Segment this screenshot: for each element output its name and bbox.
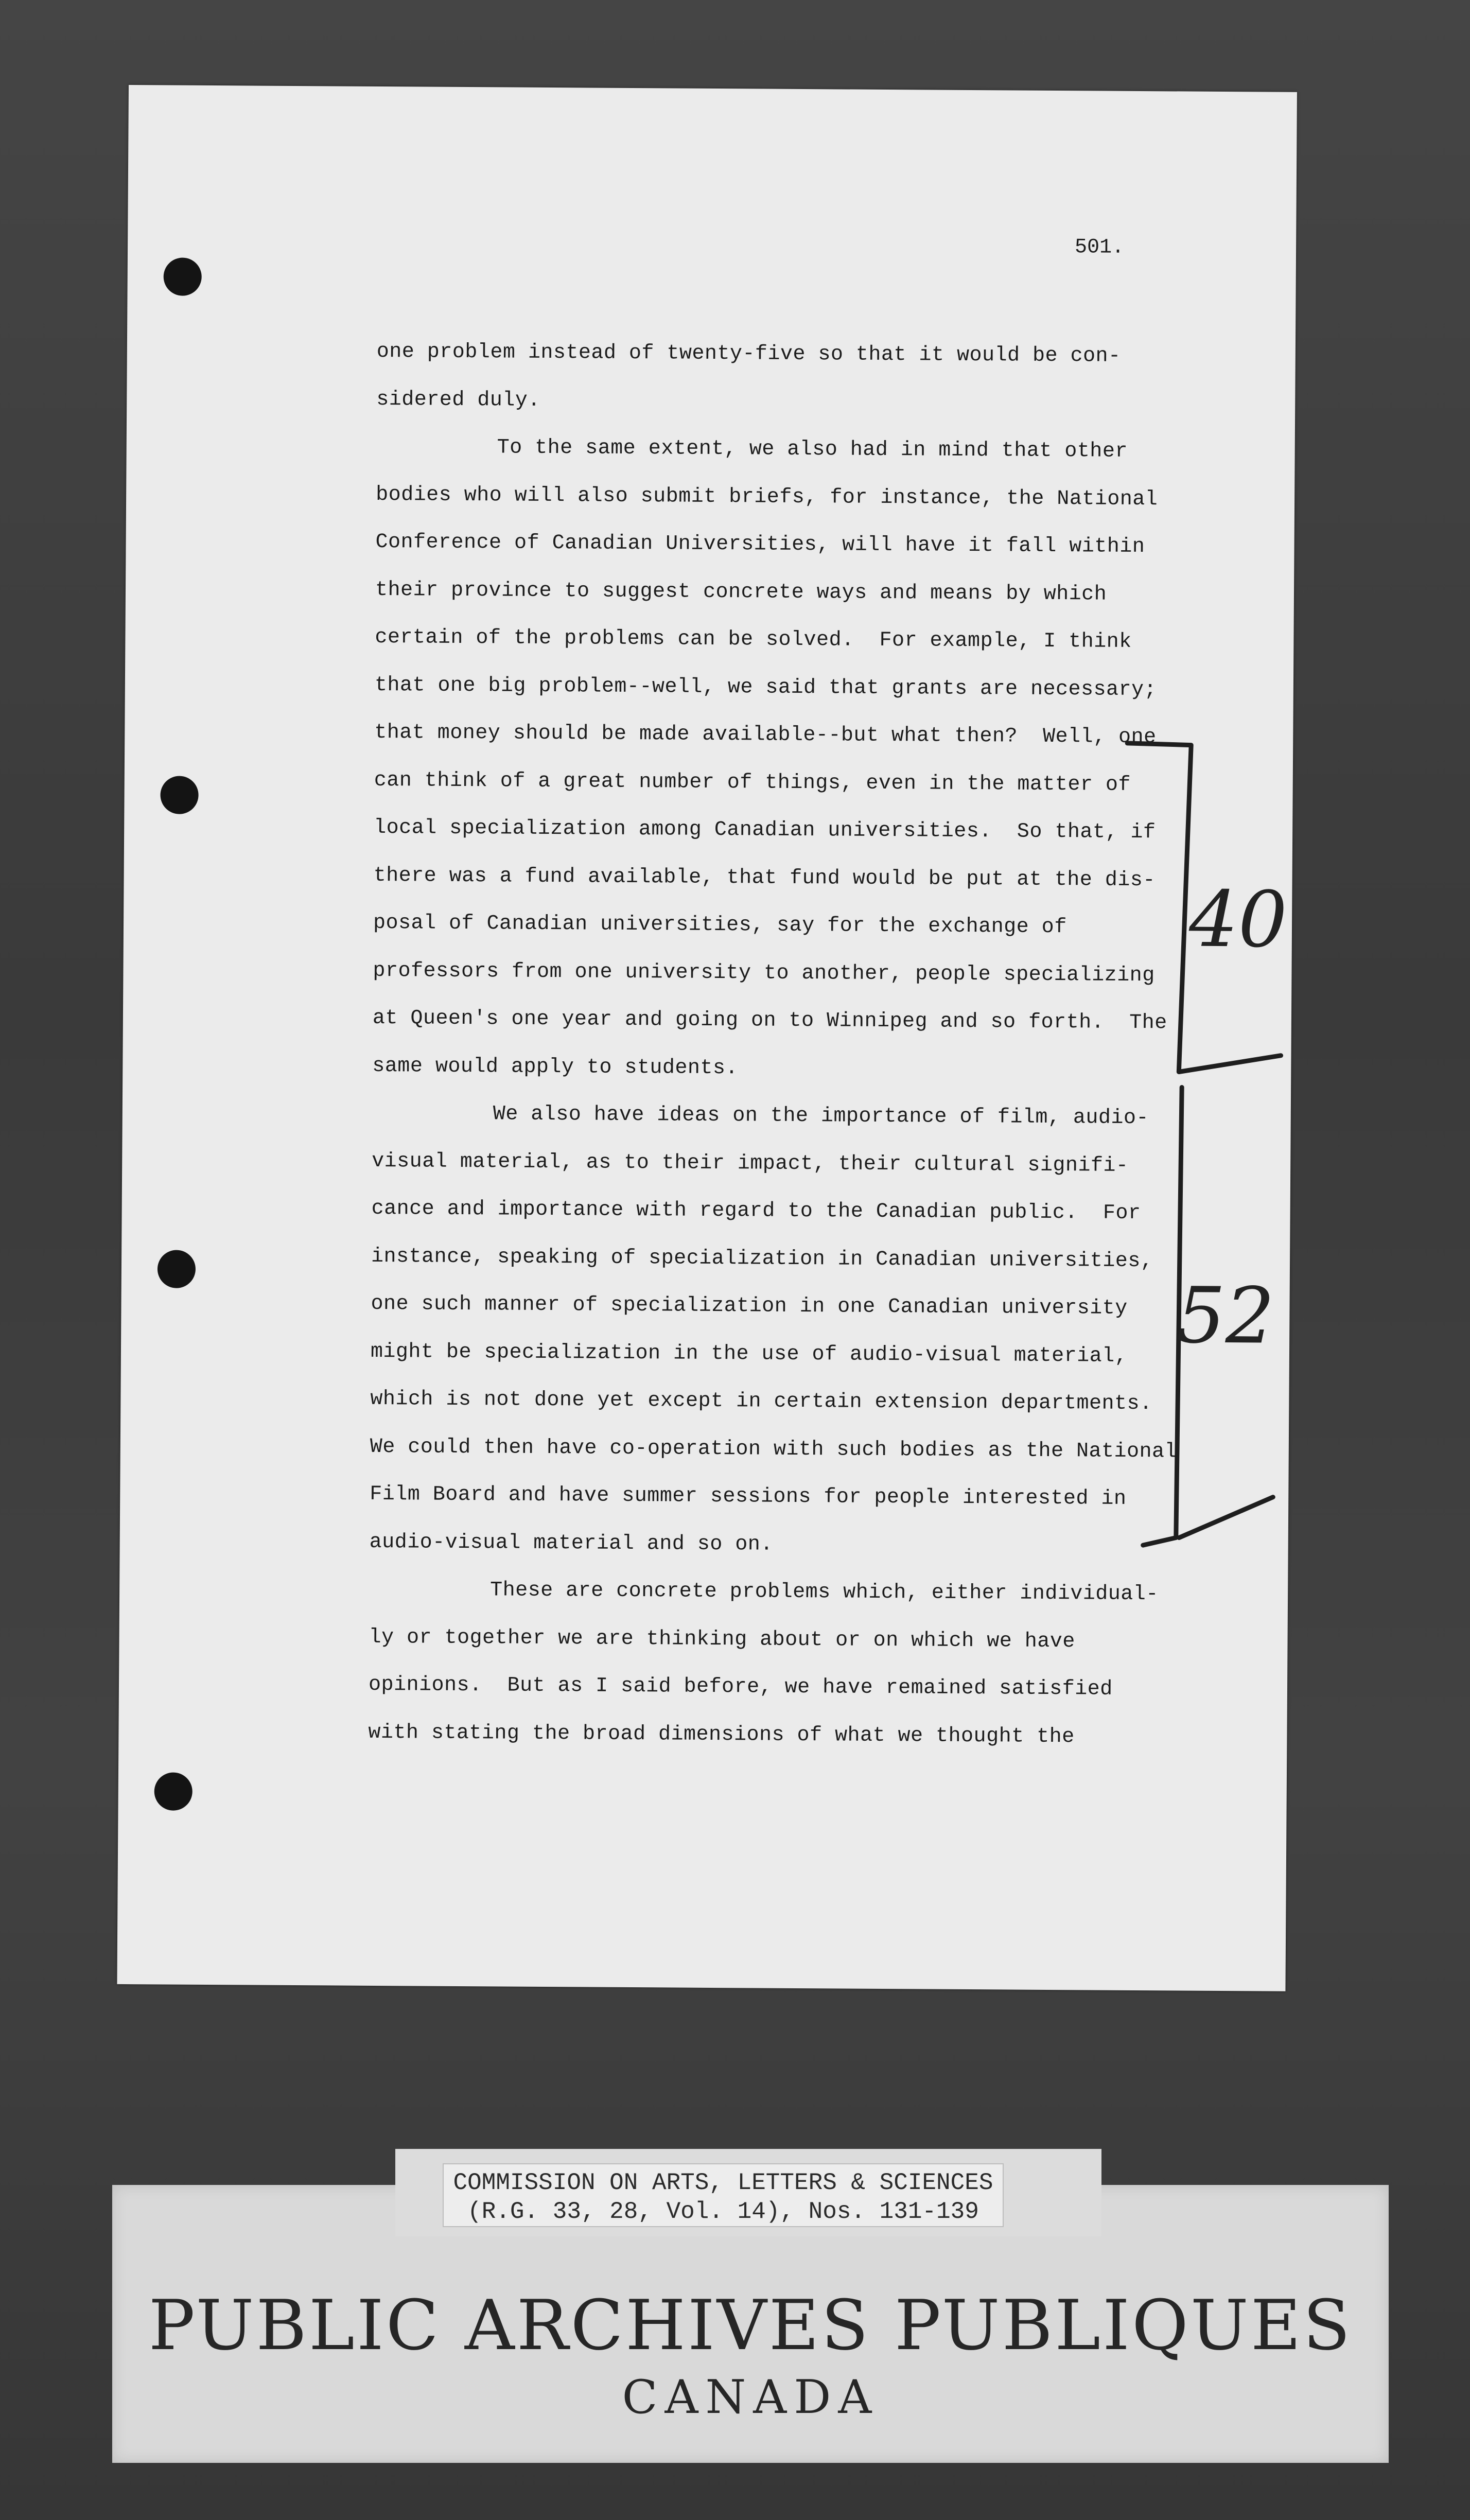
text-line: We could then have co-operation with such bodies as the National xyxy=(370,1435,1178,1463)
text-line: Conference of Canadian Universities, will have it fall within xyxy=(375,530,1145,559)
text-line: same would apply to students. xyxy=(372,1054,739,1080)
text-line: opinions. But as I said before, we have remained satisfied xyxy=(368,1673,1113,1701)
text-line: their province to suggest concrete ways and means by which xyxy=(375,578,1107,606)
text-line: instance, speaking of specialization in Canadian universities, xyxy=(371,1245,1153,1273)
archives-country: CANADA xyxy=(622,2370,879,2424)
text-line: professors from one university to another, people specializing xyxy=(373,959,1155,987)
margin-number: 52 xyxy=(1176,1271,1275,1361)
text-line: at Queen's one year and going on to Winnipeg and so forth. The xyxy=(372,1006,1167,1035)
text-line: which is not done yet except in certain extension departments. xyxy=(370,1387,1152,1416)
text-line: that one big problem--well, we said that grants are necessary; xyxy=(374,673,1157,702)
text-line: sidered duly. xyxy=(376,388,540,412)
text-line: certain of the problems can be solved. For example, I think xyxy=(375,625,1132,654)
text-line: might be specialization in the use of audio-visual material, xyxy=(370,1340,1128,1368)
text-line: To the same extent, we also had in mind that other xyxy=(497,436,1128,463)
archive-reference-label xyxy=(443,2163,1004,2227)
archive-label-line: (R.G. 33, 28, Vol. 14), Nos. 131-139 xyxy=(467,2198,979,2225)
text-line: Film Board and have summer sessions for people interested in xyxy=(370,1482,1127,1511)
text-line: one problem instead of twenty-five so that it would be con- xyxy=(376,340,1121,368)
text-line: These are concrete problems which, either individual- xyxy=(490,1579,1159,1606)
archives-title: PUBLIC ARCHIVES PUBLIQUES xyxy=(148,2285,1353,2366)
text-line: cance and importance with regard to the Canadian public. For xyxy=(371,1197,1141,1226)
text-line: posal of Canadian universities, say for the exchange of xyxy=(373,911,1067,939)
text-line: visual material, as to their impact, their cultural signifi- xyxy=(372,1149,1129,1178)
handwritten-annotations xyxy=(117,85,1297,1991)
archive-label-line: COMMISSION ON ARTS, LETTERS & SCIENCES xyxy=(453,2169,993,2196)
text-line: there was a fund available, that fund would be put at the dis- xyxy=(373,864,1156,892)
margin-number: 40 xyxy=(1188,874,1288,965)
text-line: one such manner of specialization in one Canadian university xyxy=(371,1292,1128,1320)
text-line: We also have ideas on the importance of film, audio- xyxy=(493,1102,1149,1130)
text-line: local specialization among Canadian universities. So that, if xyxy=(374,816,1156,845)
text-line: ly or together we are thinking about or on which we have xyxy=(369,1625,1075,1653)
text-line: can think of a great number of things, even in the matter of xyxy=(374,768,1131,797)
page-number: 501. xyxy=(1074,236,1125,259)
text-line: bodies who will also submit briefs, for instance, the National xyxy=(376,483,1158,511)
text-line: that money should be made available--but what then? Well, one xyxy=(374,721,1157,749)
text-line: audio-visual material and so on. xyxy=(369,1530,773,1556)
text-line: with stating the broad dimensions of what we thought the xyxy=(368,1721,1075,1748)
document-page xyxy=(117,85,1297,1991)
